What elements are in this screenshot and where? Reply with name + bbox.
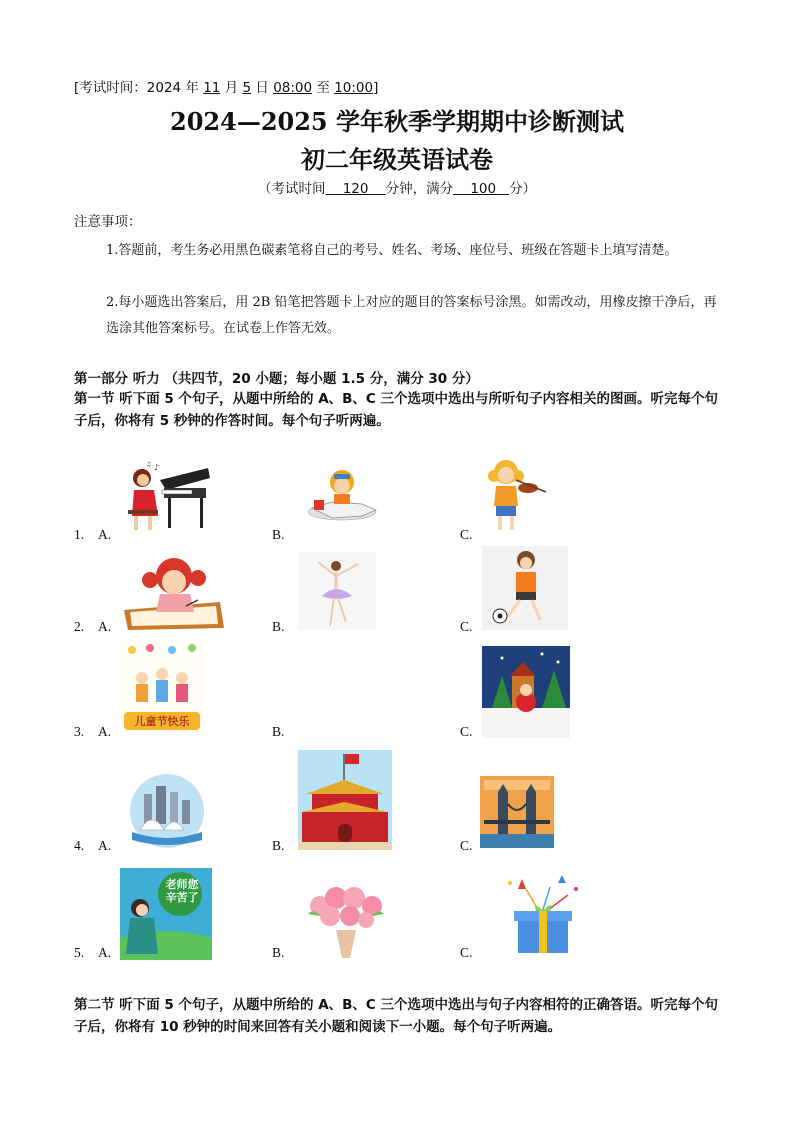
flower-bouquet-picture: [300, 880, 392, 960]
exam-time-suffix: ]: [373, 80, 379, 96]
duration-mid: 分钟，满分: [385, 181, 454, 197]
tiananmen-picture: [298, 750, 392, 850]
sydney-city-picture: [122, 770, 212, 852]
duration-prefix: （考试时间: [258, 181, 326, 197]
pilot-plane-picture: [302, 460, 380, 532]
option-label-c: C.: [460, 724, 473, 739]
option-label-c: C.: [460, 527, 473, 542]
exam-time: [74, 76, 378, 96]
option-label-b: B.: [272, 838, 285, 853]
piano-girl-picture: [120, 460, 212, 536]
option-label-a: A.: [98, 945, 112, 960]
exam-end: 10:00: [334, 80, 374, 96]
option-label-a: A.: [98, 619, 112, 634]
question-number: 1.: [74, 527, 85, 542]
full-score: [453, 181, 509, 197]
section2-instructions: 第二节 听下面 5 个句子，从题中所给的 A、B、C 三个选项中选出与句子内容相符的正确答语。听完每个句子后，你将有 10 秒钟的时间来回答有关小题和阅读下一小题。每个句子听两遍。: [74, 997, 719, 1035]
option-label-a: A.: [98, 527, 112, 542]
christmas-picture: [482, 646, 570, 738]
option-label-c: C.: [460, 945, 473, 960]
soccer-boy-picture: [482, 546, 568, 630]
month-unit: 月: [224, 80, 239, 96]
option-label-b: B.: [272, 527, 285, 542]
childrens-day-picture: [120, 640, 204, 732]
question-number: 4.: [74, 838, 85, 853]
teacher-card-caption: 老师您辛苦了: [165, 878, 199, 904]
notice-heading: 注意事项：: [74, 214, 142, 230]
tower-bridge-picture: [480, 776, 554, 848]
svg-text:♪: ♪: [154, 463, 160, 472]
option-label-a: A.: [98, 838, 112, 853]
duration-suffix: 分）: [508, 181, 536, 197]
ballet-dancer-picture: [298, 552, 376, 630]
exam-duration-score: [0, 177, 794, 197]
option-label-b: B.: [272, 945, 285, 960]
option-label-c: C.: [460, 838, 473, 853]
option-label-b: B.: [272, 724, 285, 739]
day-unit: 日: [255, 80, 269, 96]
drawing-girl-picture: [120, 556, 226, 631]
score-value: 100: [470, 181, 497, 197]
question-number: 3.: [74, 724, 85, 739]
exam-start: 08:00: [273, 80, 313, 96]
notice-item-2: 2.每小题选出答案后，用 2B 铅笔把答题卡上对应的题目的答案标号涂黑。如需改动，用橡皮擦干净后，再选涂其他答案标号。在试卷上作答无效。: [106, 295, 717, 336]
exam-day: 5: [242, 80, 252, 96]
question-number: 2.: [74, 619, 85, 634]
exam-time-prefix: [考试时间：2024 年: [74, 80, 199, 96]
minutes-value: 120: [342, 181, 369, 197]
page-subtitle: 初二年级英语试卷: [301, 145, 493, 174]
option-label-a: A.: [98, 724, 112, 739]
question-number: 5.: [74, 945, 85, 960]
section1-instructions: 第一节 听下面 5 个句子，从题中所给的 A、B、C 三个选项中选出与所听句子内容相关的图画。听完每个句子后，你将有 5 秒钟的作答时间。每个句子听两遍。: [74, 391, 719, 429]
duration-minutes: [326, 181, 386, 197]
svg-text:♫: ♫: [146, 461, 152, 468]
part1-heading: 第一部分 听力 （共四节，20 小题；每小题 1.5 分，满分 30 分）: [74, 371, 479, 387]
teacher-card-picture: [120, 868, 212, 960]
notice-item-1: 1.答题前，考生务必用黑色碳素笔将自己的考号、姓名、考场、座位号、班级在答题卡上填写清楚。: [106, 243, 678, 258]
option-label-b: B.: [272, 619, 285, 634]
page-title: 2024—2025 学年秋季学期期中诊断测试: [170, 107, 624, 136]
option-label-c: C.: [460, 619, 473, 634]
exam-month: 11: [203, 80, 221, 96]
to-word: 至: [316, 80, 330, 96]
gift-box-picture: [490, 873, 594, 957]
childrens-day-caption: 儿童节快乐: [134, 715, 190, 728]
violin-girl-picture: [480, 458, 550, 538]
